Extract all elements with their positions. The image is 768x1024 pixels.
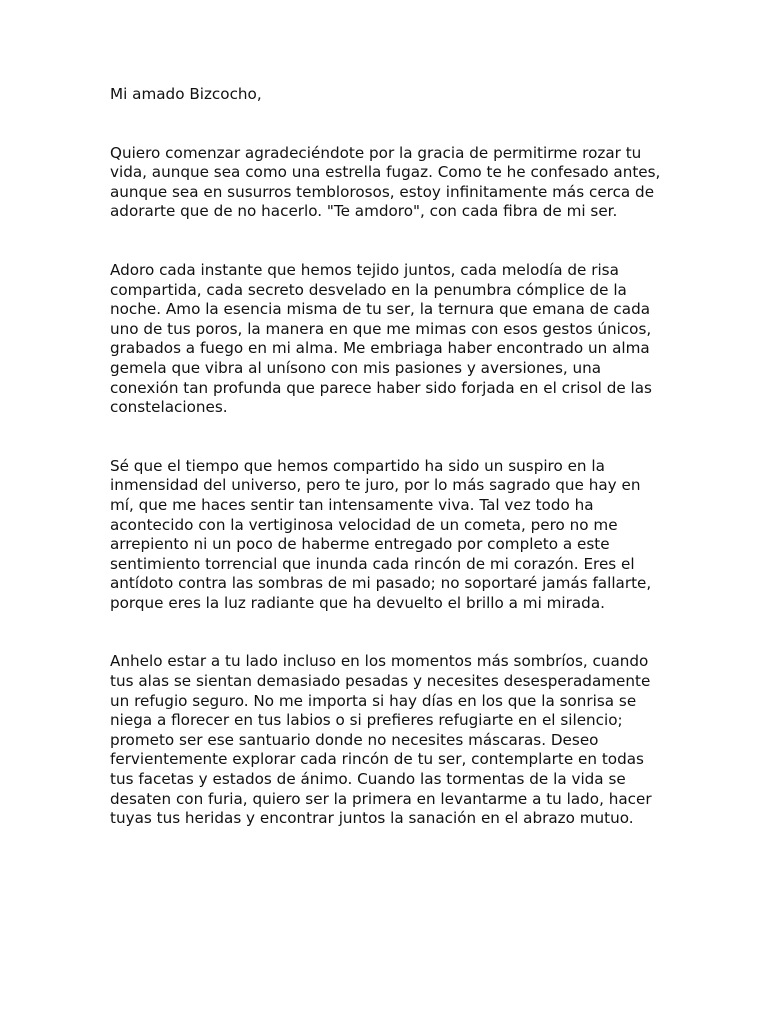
letter-paragraph-2: Adoro cada instante que hemos tejido juntos, cada melodía de risa compartida, cada secreto desvelado en la penumbra cómplice de la noche. Amo la esencia misma de tu ser, la ternura que emana de cada uno de tus poros, la manera en que me mimas con esos gestos únicos, grabados a fuego en mi alma. Me embriaga haber encontrado un alma gemela que vibra al unísono con mis pasiones y aversiones, una conexión tan profunda que parece haber sido forjada en el crisol de las constelaciones. [110, 260, 652, 417]
letter-salutation: Mi amado Bizcocho, [110, 85, 262, 103]
letter-paragraph-1: Quiero comenzar agradeciéndote por la gracia de permitirme rozar tu vida, aunque sea como una estrella fugaz. Como te he confesado antes, aunque sea en susurros temblorosos, estoy infinitamente más cerca de adorarte que de no hacerlo. "Te amdoro", con cada fibra de mi ser. [110, 143, 661, 221]
letter-paragraph-4: Anhelo estar a tu lado incluso en los momentos más sombríos, cuando tus alas se sientan demasiado pesadas y necesites desesperadamente un refugio seguro. No me importa si hay días en los que la sonrisa se niega a florecer en tus labios o si prefieres refugiarte en el silencio; prometo ser ese santuario donde no necesites máscaras. Deseo fervientemente explorar cada rincón de tu ser, contemplarte en todas tus facetas y estados de ánimo. Cuando las tormentas de la vida se desaten con furia, quiero ser la primera en levantarme a tu lado, hacer tuyas tus heridas y encontrar juntos la sanación en el abrazo mutuo. [110, 652, 652, 828]
letter-paragraph-3: Sé que el tiempo que hemos compartido ha sido un suspiro en la inmensidad del universo, pero te juro, por lo más sagrado que hay en mí, que me haces sentir tan intensamente viva. Tal vez todo ha acontecido con la vertiginosa velocidad de un cometa, pero no me arrepiento ni un poco de haberme entregado por completo a este sentimiento torrencial que inunda cada rincón de mi corazón. Eres el antídoto contra las sombras de mi pasado; no soportaré jamás fallarte, porque eres la luz radiante que ha devuelto el brillo a mi mirada. [110, 456, 652, 612]
